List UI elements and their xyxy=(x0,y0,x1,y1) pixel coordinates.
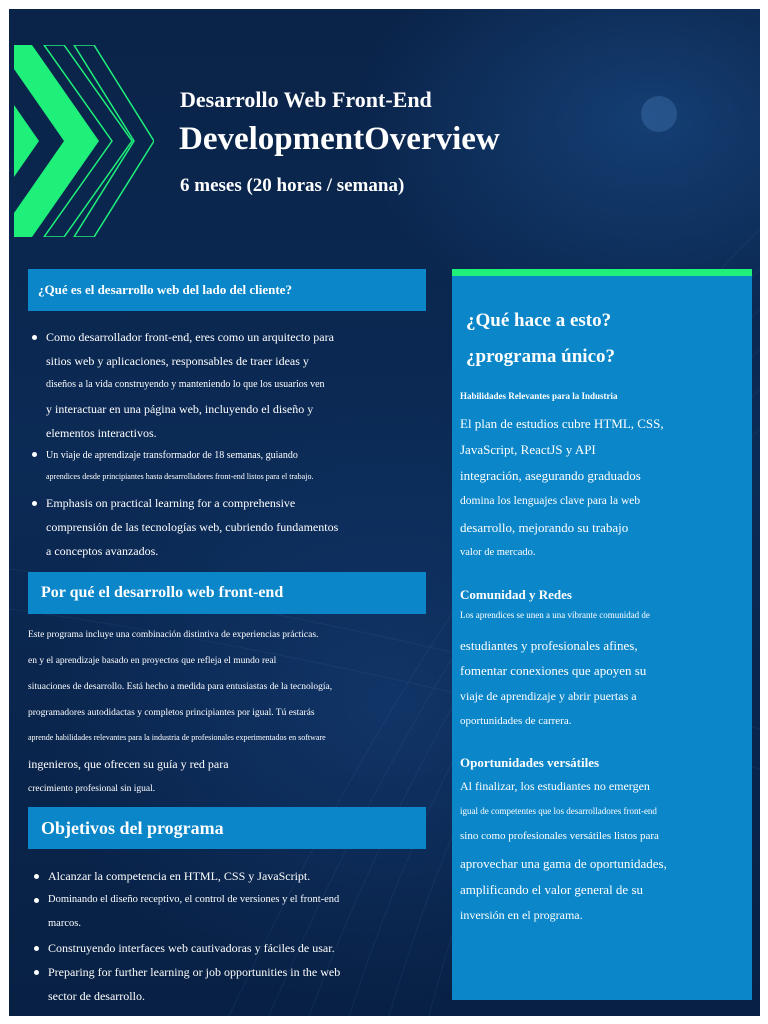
versatile-line: Al finalizar, los estudiantes no emergen xyxy=(460,779,650,793)
list-item: Emphasis on practical learning for a comprehensive comprensión de las tecnologías web, cubriendo fundamentos a conceptos avanzados. xyxy=(29,491,409,563)
community-line: estudiantes y profesionales afines, xyxy=(460,638,638,653)
community-line: oportunidades de carrera. xyxy=(460,715,572,727)
list-item: Preparing for further learning or job opportunities in the web sector de desarrollo. xyxy=(31,960,411,1008)
panel-title-line2: ¿programa único? xyxy=(466,346,616,367)
why-front-end-paragraph: Este programa incluye una combinación distintiva de experiencias prácticas. en y el aprendizaje basado en proyectos que refleja el mundo real situaciones de desarrollo. Está hecho a medida para entusiastas de la tecnología, programadores autodidactas y completos principiantes por igual. Tú estarás aprende habilidades relevantes para la industria de profesionales experimentados en software ingenieros, que ofrecen su guía y red para crecimiento profesional sin igual. xyxy=(28,630,333,794)
industry-skills-line: domina los lenguajes clave para la web xyxy=(460,495,641,507)
list-item: Construyendo interfaces web cautivadoras y fáciles de usar. xyxy=(31,936,411,960)
list-item: Alcanzar la competencia en HTML, CSS y JavaScript. xyxy=(31,864,411,888)
versatile-line: amplificando el valor general de su xyxy=(460,882,644,897)
page-title: DevelopmentOverview xyxy=(179,121,500,157)
versatile-line: inversión en el programa. xyxy=(460,908,583,922)
community-line: Los aprendices se unen a una vibrante comunidad de xyxy=(460,610,650,620)
industry-skills-line: desarrollo, mejorando su trabajo xyxy=(460,520,629,535)
objectives-list xyxy=(31,864,411,1008)
course-duration: 6 meses (20 horas / semana) xyxy=(180,175,405,196)
list-item: Un viaje de aprendizaje transformador de 18 semanas, guiando aprendices desde principiantes hasta desarrolladores front-end listos para el trabajo. xyxy=(29,445,409,487)
industry-skills-line: valor de mercado. xyxy=(460,547,536,558)
industry-skills-heading: Habilidades Relevantes para la Industria xyxy=(460,391,618,401)
list-item: Como desarrollador front-end, eres como un arquitecto para sitios web y aplicaciones, responsables de traer ideas y diseños a la vida construyendo y manteniendo lo que los usuarios ven y interactuar en una página web, incluyendo el diseño y elementos interactivos. xyxy=(29,325,409,445)
community-line: fomentar conexiones que apoyen su xyxy=(460,663,647,678)
course-subtitle: Desarrollo Web Front-End xyxy=(180,87,432,112)
industry-skills-line: JavaScript, ReactJS y API xyxy=(460,442,596,457)
client-side-list xyxy=(29,325,409,563)
versatile-line: sino como profesionales versátiles listos para xyxy=(460,830,659,842)
industry-skills-line: El plan de estudios cubre HTML, CSS, xyxy=(460,416,664,431)
community-line: viaje de aprendizaje y abrir puertas a xyxy=(460,689,637,703)
panel-title-line1: ¿Qué hace a esto? xyxy=(466,310,612,331)
section-heading-objectives: Objetivos del programa xyxy=(28,807,426,849)
list-item: Dominando el diseño receptivo, el control de versiones y el front-end marcos. xyxy=(31,888,411,936)
section-heading-client-side: ¿Qué es el desarrollo web del lado del cliente? xyxy=(28,269,426,311)
versatile-heading: Oportunidades versátiles xyxy=(460,755,600,770)
brochure-page xyxy=(9,9,760,1016)
versatile-line: aprovechar una gama de oportunidades, xyxy=(460,856,667,871)
section-heading-why-front-end: Por qué el desarrollo web front-end xyxy=(28,572,426,614)
versatile-line: igual de competentes que los desarrolladores front-end xyxy=(460,806,657,816)
community-heading: Comunidad y Redes xyxy=(460,587,572,602)
unique-program-panel xyxy=(452,269,752,1000)
industry-skills-line: integración, asegurando graduados xyxy=(460,468,641,483)
chevron-x-logo-icon xyxy=(14,45,154,237)
